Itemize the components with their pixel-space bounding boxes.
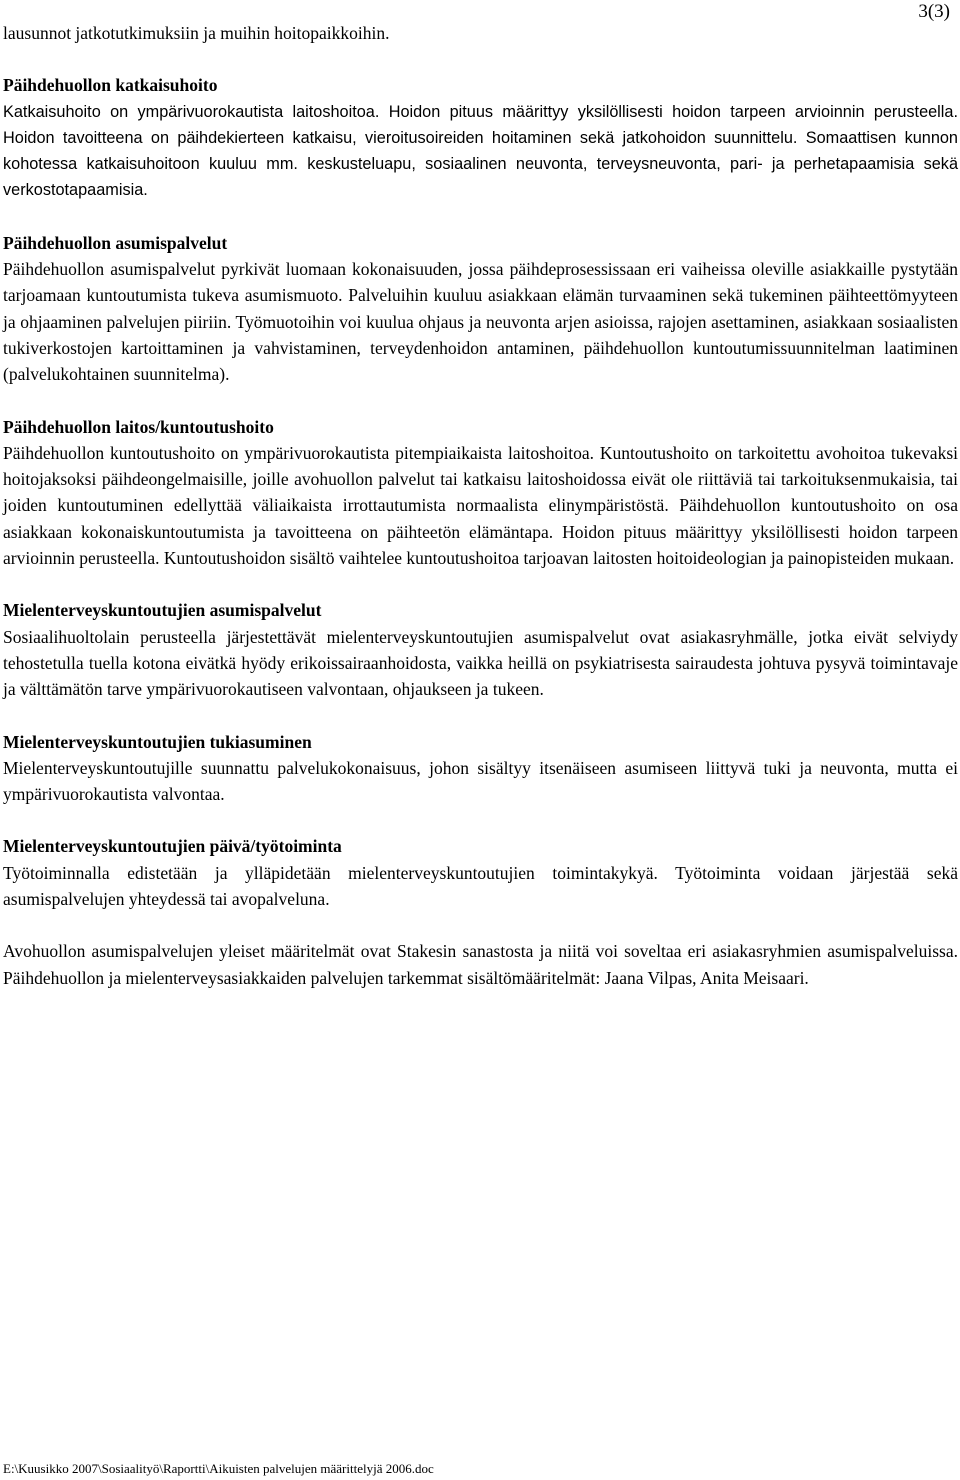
- section-mt-asumispalvelut: [3, 597, 958, 702]
- lead-line: lausunnot jatkotutkimuksiin ja muihin hoitopaikkoihin.: [3, 23, 390, 43]
- section-body: Päihdehuollon asumispalvelut pyrkivät luomaan kokonaisuuden, jossa päihdeprosessissaan eri vaiheissa oleville asiakkaille pystytään tarjoamaan kuntoutumista tukeva asumismuoto. Palveluihin kuuluu asiakkaan elämän turvaaminen sekä tukeminen päihteettömyyteen ja ohjaaminen palvelujen piiriin. Työmuotoihin voi kuulua ohjaus ja neuvonta arjen asioissa, rajojen asettaminen, asiakkaan sosiaalisten tukiverkostojen kartoittaminen ja vahvistaminen, terveydenhoidon antaminen, päihdehuollon kuntoutumissuunnitelman laatiminen (palvelukohtainen suunnitelma).: [3, 259, 958, 385]
- section-heading: Mielenterveyskuntoutujien asumispalvelut: [3, 600, 322, 621]
- section-body: Mielenterveyskuntoutujille suunnattu palvelukokonaisuus, johon sisältyy itsenäiseen asumiseen liittyvä tuki ja neuvonta, mutta ei ympärivuorokautista valvontaa.: [3, 757, 958, 805]
- section-body: Sosiaalihuoltolain perusteella järjestettävät mielenterveyskuntoutujien asumispalvelut ovat asiakasryhmälle, jotka eivät selviydy tehostetulla tuella kotona eivätkä hyödy erikoissairaanhoidosta, vaikka heillä on psykiatrisesta sairaudesta johtuva pysyvä toimintavaje ja välttämätön tarve ympärivuorokautiseen valvontaan, ohjaukseen ja tukeen.: [3, 626, 958, 700]
- section-katkaisuhoito: [3, 72, 958, 203]
- section-kuntoutushoito: [3, 414, 958, 572]
- document-body: [3, 20, 958, 991]
- section-heading: Päihdehuollon katkaisuhoito: [3, 75, 218, 96]
- section-heading: Päihdehuollon asumispalvelut: [3, 232, 228, 253]
- section-asumispalvelut: [3, 230, 958, 388]
- closing-paragraph: Avohuollon asumispalvelujen yleiset määritelmät ovat Stakesin sanastosta ja niitä voi soveltaa eri asiakasryhmien asumispalveluissa. Päihdehuollon ja mielenterveysasiakkaiden palvelujen tarkemmat sisältömääritelmät: Jaana Vilpas, Anita Meisaari.: [3, 941, 958, 988]
- footer-file-path: E:\Kuusikko 2007\Sosiaalityö\Raportti\Aikuisten palvelujen määrittelyjä 2006.doc: [3, 1461, 434, 1476]
- section-heading: Mielenterveyskuntoutujien päivä/työtoiminta: [3, 836, 342, 857]
- section-mt-tyotoiminta: [3, 833, 958, 912]
- section-mt-tukiasuminen: [3, 729, 958, 808]
- section-body: Työtoiminnalla edistetään ja ylläpidetään mielenterveyskuntoutujien toimintakykyä. Työtoiminta voidaan järjestää sekä asumispalvelujen yhteydessä tai avopalveluna.: [3, 862, 958, 910]
- section-heading: Mielenterveyskuntoutujien tukiasuminen: [3, 731, 312, 752]
- page-number: 3(3): [918, 1, 950, 22]
- section-heading: Päihdehuollon laitos/kuntoutushoito: [3, 416, 274, 437]
- section-body: Päihdehuollon kuntoutushoito on ympärivuorokautista pitempiaikaista laitoshoitoa. Kuntoutushoito on tarkoitettu avohoitoa tukevaksi hoitojaksoksi päihdeongelmaisille, joille avohuollon palvelut tai katkaisu laitoshoidossa eivät ole riittäviä tai tarkoituksenmukaisia, tai joiden kuntoutuminen edellyttää väliaikaista irrottautumista normaalista elinympäristöstä. Päihdehuollon kuntoutushoito on osa asiakkaan kokonaiskuntoutumista ja tavoitteena on päihteetön elämäntapa. Hoidon pituus määrittyy yksilöllisesti hoidon tarpeen arvioinnin perusteella. Kuntoutushoidon sisältö vaihtelee kuntoutushoitoa tarjoavan laitosten hoitoideologian ja painopisteiden mukaan.: [3, 442, 958, 569]
- section-body: Katkaisuhoito on ympärivuorokautista laitoshoitoa. Hoidon pituus määrittyy yksilöllisesti hoidon tarpeen arvioinnin perusteella. Hoidon tavoitteena on päihdekierteen katkaisu, vieroitusoireiden hoitaminen sekä jatkohoidon suunnittelu. Somaattisen kunnon kohotessa katkaisuhoitoon kuuluu mm. keskusteluapu, sosiaalinen neuvonta, terveysneuvonta, pari- ja perhetapaamisia sekä verkostotapaamisia.: [3, 102, 958, 200]
